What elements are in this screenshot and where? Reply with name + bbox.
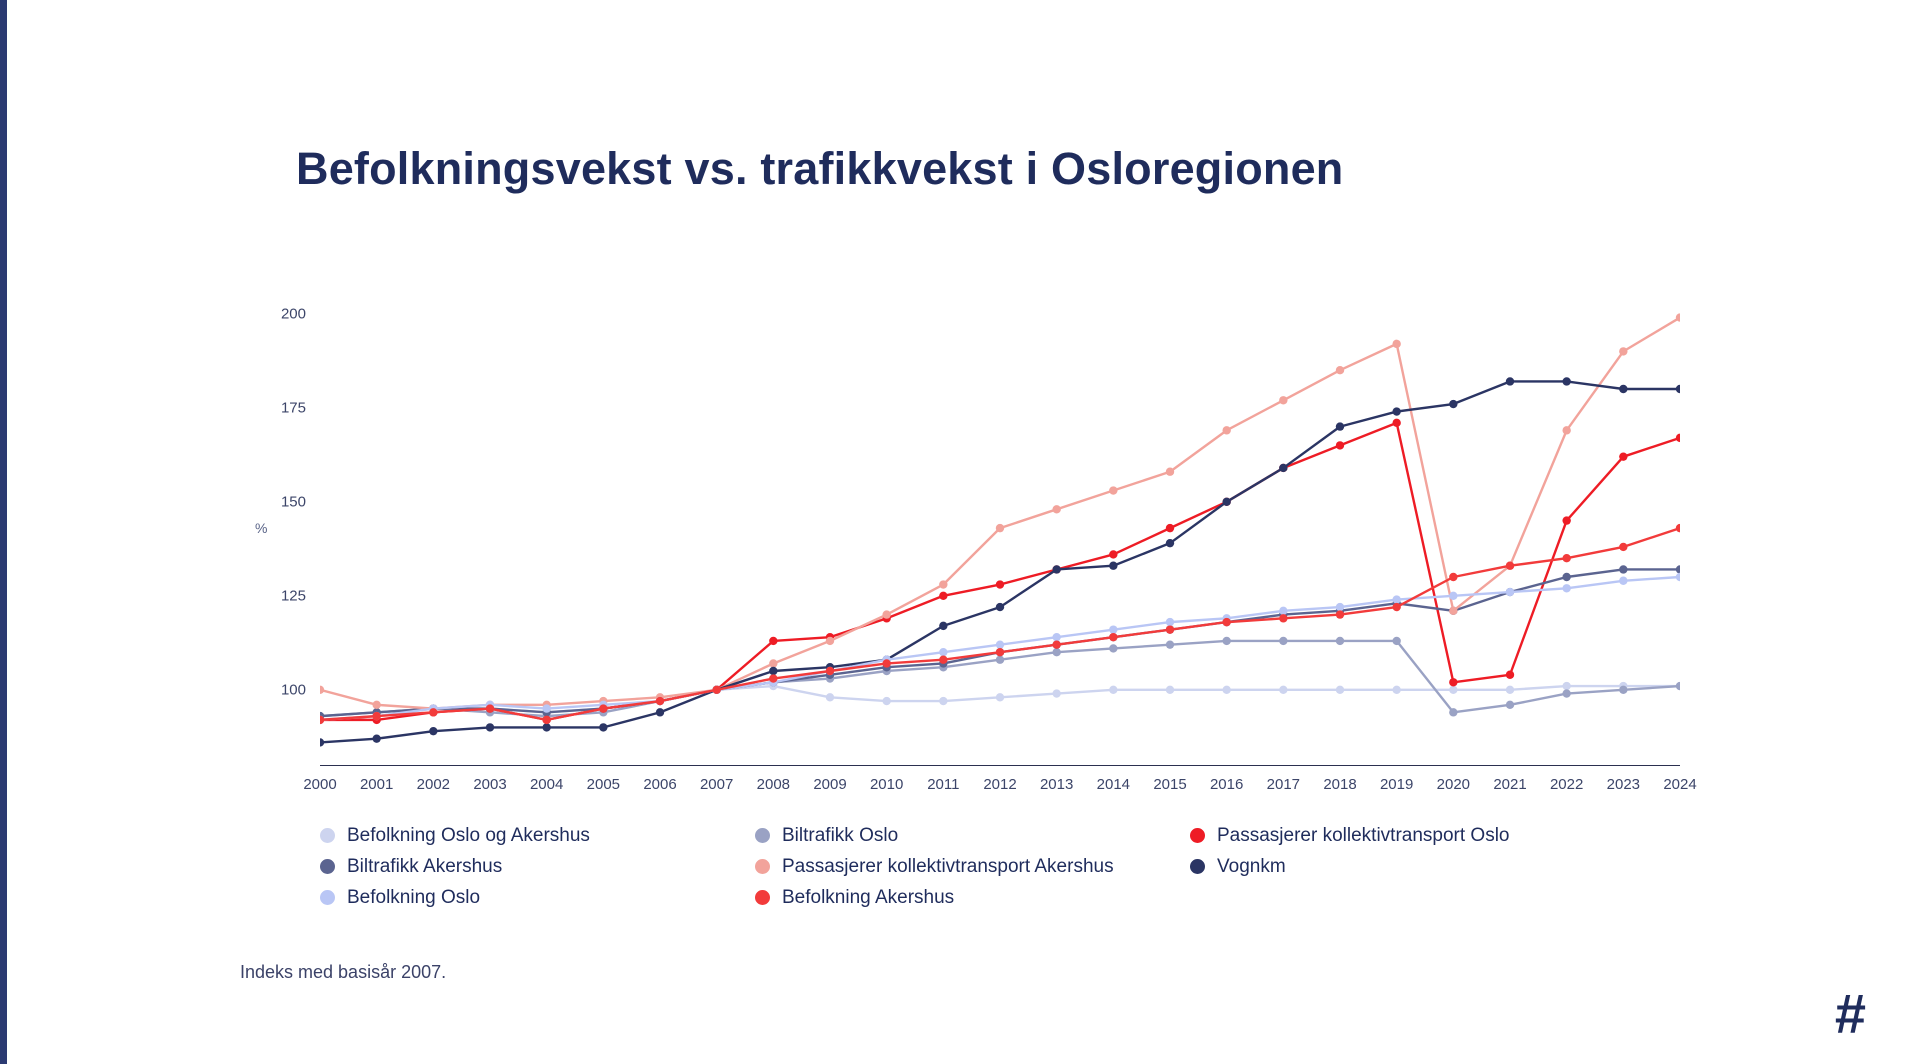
chart-svg (320, 295, 1680, 765)
legend-swatch-icon (320, 859, 335, 874)
x-axis-tick: 2005 (586, 776, 621, 793)
legend-label: Passasjerer kollektivtransport Akershus (782, 855, 1114, 877)
legend-swatch-icon (1190, 859, 1205, 874)
y-axis-tick: 200 (280, 305, 306, 323)
x-axis-tick: 2020 (1436, 776, 1471, 793)
legend-item[interactable] (320, 825, 755, 847)
legend-row (320, 820, 1680, 851)
legend-item[interactable] (755, 825, 1190, 847)
x-axis-tick: 2006 (643, 776, 677, 793)
legend-swatch-icon (320, 828, 335, 843)
legend-swatch-icon (755, 828, 770, 843)
x-axis-tick: 2014 (1096, 776, 1131, 793)
x-axis-tick: 2023 (1606, 776, 1641, 793)
y-axis-tick: 150 (280, 493, 306, 511)
legend-swatch-icon (320, 890, 335, 905)
legend-row (320, 882, 1680, 913)
legend-label: Befolkning Oslo (347, 886, 481, 908)
legend-swatch-icon (755, 890, 770, 905)
x-axis-tick: 2024 (1663, 776, 1697, 793)
footnote: Indeks med basisår 2007. (240, 962, 447, 982)
legend-label: Vognkm (1217, 855, 1286, 877)
legend-item[interactable] (1190, 825, 1640, 847)
legend-label: Passasjerer kollektivtransport Oslo (1217, 824, 1510, 846)
page-title: Befolkningsvekst vs. trafikkvekst i Osloregionen (296, 143, 1344, 194)
legend-item[interactable] (320, 887, 755, 909)
x-axis-tick: 2015 (1153, 776, 1187, 793)
x-axis-tick: 2016 (1209, 776, 1244, 793)
x-axis-tick: 2018 (1323, 776, 1357, 793)
y-axis-tick: 125 (280, 587, 306, 605)
y-axis-label: % (255, 520, 268, 536)
chart-legend (320, 820, 1680, 913)
x-axis-tick: 2011 (927, 776, 960, 793)
legend-swatch-icon (755, 859, 770, 874)
left-accent-bar (0, 0, 7, 1064)
legend-row (320, 851, 1680, 882)
x-axis-tick: 2012 (983, 776, 1017, 793)
series-5 (320, 377, 1680, 746)
x-axis-tick: 2010 (869, 776, 904, 793)
legend-item[interactable] (755, 856, 1190, 878)
x-axis-tick: 2000 (303, 776, 337, 793)
x-axis-tick: 2021 (1493, 776, 1527, 793)
x-axis-tick: 2008 (756, 776, 791, 793)
x-axis-tick: 2001 (359, 776, 394, 793)
legend-label: Biltrafikk Akershus (347, 855, 503, 877)
x-axis-line (320, 765, 1680, 766)
legend-label: Biltrafikk Oslo (782, 824, 899, 846)
legend-item[interactable] (755, 887, 1190, 909)
x-axis-tick: 2004 (529, 776, 564, 793)
x-axis-tick: 2017 (1266, 776, 1301, 793)
y-axis-tick: 175 (280, 399, 306, 417)
chart-plot-area (280, 295, 1680, 765)
page-number-mark: # (1834, 982, 1866, 1045)
x-axis-tick: 2002 (416, 776, 451, 793)
legend-label: Befolkning Akershus (782, 886, 955, 908)
x-axis-tick: 2022 (1549, 776, 1584, 793)
y-axis-tick: 100 (280, 681, 306, 699)
legend-item[interactable] (320, 856, 755, 878)
legend-swatch-icon (1190, 828, 1205, 843)
x-axis-tick: 2009 (813, 776, 847, 793)
series-0 (320, 682, 1680, 724)
x-axis-tick: 2003 (473, 776, 507, 793)
legend-label: Befolkning Oslo og Akershus (347, 824, 590, 846)
x-axis-tick: 2013 (1039, 776, 1074, 793)
legend-item[interactable] (1190, 856, 1640, 878)
x-axis-tick: 2007 (699, 776, 734, 793)
x-axis-tick: 2019 (1379, 776, 1414, 793)
